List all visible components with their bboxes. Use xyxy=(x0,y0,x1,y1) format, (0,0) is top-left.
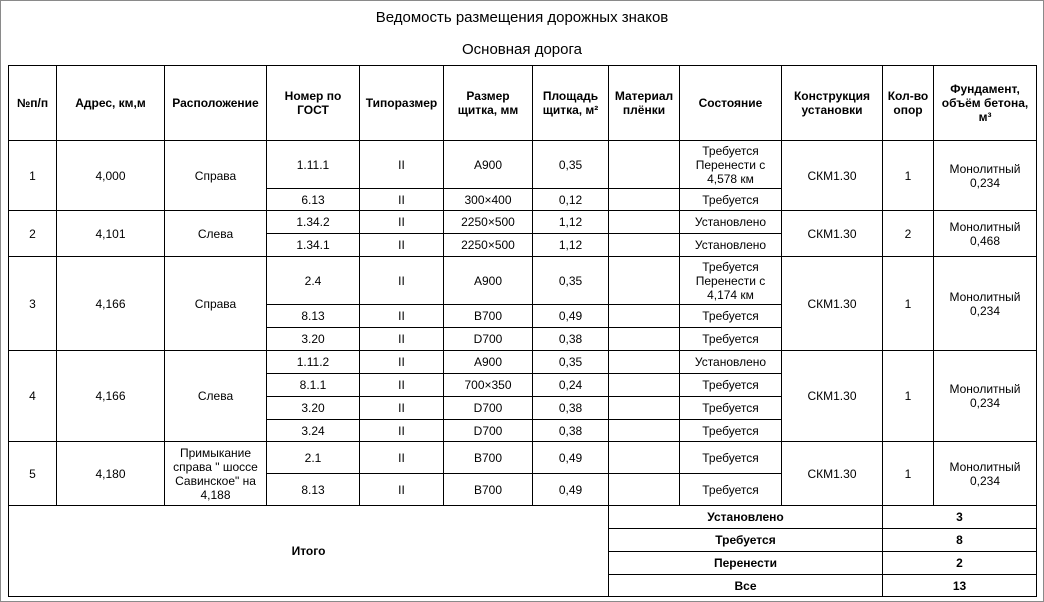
cell-film xyxy=(609,328,680,351)
table-row xyxy=(9,211,1037,234)
cell-size: II xyxy=(360,189,444,211)
cell-size: II xyxy=(360,442,444,474)
summary-item-value: 13 xyxy=(883,575,1037,597)
header-film: Материал плёнки xyxy=(609,66,680,141)
cell-supports: 1 xyxy=(883,442,934,506)
cell-film xyxy=(609,374,680,397)
cell-gost: 3.24 xyxy=(267,420,360,442)
summary-item-label: Требуется xyxy=(609,529,883,552)
summary-item-label: Перенести xyxy=(609,552,883,575)
cell-film xyxy=(609,141,680,189)
cell-state: Установлено xyxy=(680,211,782,234)
cell-film xyxy=(609,211,680,234)
cell-size: II xyxy=(360,474,444,506)
cell-foundation: Монолитный 0,234 xyxy=(934,141,1037,211)
cell-area: 0,49 xyxy=(533,442,609,474)
cell-area: 0,38 xyxy=(533,420,609,442)
cell-area: 0,49 xyxy=(533,474,609,506)
header-location: Расположение xyxy=(165,66,267,141)
cell-gost: 2.4 xyxy=(267,257,360,305)
cell-film xyxy=(609,234,680,257)
summary-item-value: 3 xyxy=(883,506,1037,529)
cell-state: Требуется xyxy=(680,420,782,442)
cell-area: 0,24 xyxy=(533,374,609,397)
cell-size: II xyxy=(360,374,444,397)
header-gost: Номер по ГОСТ xyxy=(267,66,360,141)
cell-location: Справа xyxy=(165,257,267,351)
cell-gost: 2.1 xyxy=(267,442,360,474)
summary-item-label: Все xyxy=(609,575,883,597)
cell-construction: СКМ1.30 xyxy=(782,141,883,211)
cell-size: II xyxy=(360,420,444,442)
cell-shield: D700 xyxy=(444,328,533,351)
header-supports: Кол-во опор xyxy=(883,66,934,141)
header-num: №п/п xyxy=(9,66,57,141)
cell-film xyxy=(609,257,680,305)
cell-supports: 1 xyxy=(883,141,934,211)
cell-area: 1,12 xyxy=(533,234,609,257)
cell-supports: 2 xyxy=(883,211,934,257)
cell-construction: СКМ1.30 xyxy=(782,351,883,442)
cell-gost: 3.20 xyxy=(267,397,360,420)
cell-num: 1 xyxy=(9,141,57,211)
cell-address: 4,180 xyxy=(57,442,165,506)
cell-size: II xyxy=(360,234,444,257)
summary-row xyxy=(9,506,1037,529)
cell-state: Требуется xyxy=(680,305,782,328)
cell-area: 0,12 xyxy=(533,189,609,211)
cell-shield: 700×350 xyxy=(444,374,533,397)
cell-gost: 1.34.2 xyxy=(267,211,360,234)
cell-gost: 1.11.1 xyxy=(267,141,360,189)
cell-num: 3 xyxy=(9,257,57,351)
cell-state: Требуется Перенести с 4,578 км xyxy=(680,141,782,189)
cell-area: 0,35 xyxy=(533,257,609,305)
cell-film xyxy=(609,420,680,442)
cell-foundation: Монолитный 0,468 xyxy=(934,211,1037,257)
cell-shield: 2250×500 xyxy=(444,211,533,234)
cell-size: II xyxy=(360,211,444,234)
cell-gost: 1.11.2 xyxy=(267,351,360,374)
cell-address: 4,166 xyxy=(57,257,165,351)
cell-foundation: Монолитный 0,234 xyxy=(934,442,1037,506)
cell-film xyxy=(609,397,680,420)
cell-area: 0,38 xyxy=(533,397,609,420)
cell-state: Требуется xyxy=(680,328,782,351)
cell-area: 0,49 xyxy=(533,305,609,328)
cell-location: Примыкание справа " шоссе Савинское" на 4,188 xyxy=(165,442,267,506)
cell-supports: 1 xyxy=(883,257,934,351)
cell-gost: 8.1.1 xyxy=(267,374,360,397)
cell-construction: СКМ1.30 xyxy=(782,211,883,257)
header-area: Площадь щитка, м² xyxy=(533,66,609,141)
cell-size: II xyxy=(360,305,444,328)
cell-shield: A900 xyxy=(444,141,533,189)
cell-num: 2 xyxy=(9,211,57,257)
cell-gost: 8.13 xyxy=(267,305,360,328)
cell-state: Требуется xyxy=(680,189,782,211)
cell-area: 1,12 xyxy=(533,211,609,234)
cell-shield: A900 xyxy=(444,257,533,305)
cell-state: Требуется xyxy=(680,442,782,474)
cell-shield: 2250×500 xyxy=(444,234,533,257)
header-state: Состояние xyxy=(680,66,782,141)
cell-film xyxy=(609,442,680,474)
cell-shield: D700 xyxy=(444,397,533,420)
cell-address: 4,101 xyxy=(57,211,165,257)
cell-size: II xyxy=(360,351,444,374)
cell-supports: 1 xyxy=(883,351,934,442)
cell-location: Справа xyxy=(165,141,267,211)
cell-gost: 1.34.1 xyxy=(267,234,360,257)
header-address: Адрес, км,м xyxy=(57,66,165,141)
cell-area: 0,35 xyxy=(533,351,609,374)
cell-construction: СКМ1.30 xyxy=(782,257,883,351)
cell-gost: 3.20 xyxy=(267,328,360,351)
cell-state: Установлено xyxy=(680,234,782,257)
summary-item-label: Установлено xyxy=(609,506,883,529)
cell-foundation: Монолитный 0,234 xyxy=(934,257,1037,351)
summary-item-value: 2 xyxy=(883,552,1037,575)
cell-state: Требуется Перенести с 4,174 км xyxy=(680,257,782,305)
summary-item-value: 8 xyxy=(883,529,1037,552)
header-foundation: Фундамент, объём бетона, м³ xyxy=(934,66,1037,141)
cell-film xyxy=(609,351,680,374)
cell-num: 4 xyxy=(9,351,57,442)
cell-size: II xyxy=(360,328,444,351)
cell-address: 4,166 xyxy=(57,351,165,442)
cell-film xyxy=(609,474,680,506)
cell-area: 0,35 xyxy=(533,141,609,189)
header-construction: Конструкция установки xyxy=(782,66,883,141)
cell-shield: B700 xyxy=(444,305,533,328)
cell-foundation: Монолитный 0,234 xyxy=(934,351,1037,442)
cell-shield: A900 xyxy=(444,351,533,374)
cell-shield: B700 xyxy=(444,474,533,506)
cell-film xyxy=(609,305,680,328)
header-row xyxy=(9,66,1037,141)
table-row xyxy=(9,442,1037,474)
cell-state: Требуется xyxy=(680,474,782,506)
cell-construction: СКМ1.30 xyxy=(782,442,883,506)
cell-state: Требуется xyxy=(680,397,782,420)
cell-num: 5 xyxy=(9,442,57,506)
cell-shield: D700 xyxy=(444,420,533,442)
cell-state: Установлено xyxy=(680,351,782,374)
cell-film xyxy=(609,189,680,211)
summary-label: Итого xyxy=(9,506,609,597)
table-row xyxy=(9,257,1037,305)
cell-shield: 300×400 xyxy=(444,189,533,211)
cell-gost: 8.13 xyxy=(267,474,360,506)
signs-table xyxy=(8,65,1037,597)
cell-address: 4,000 xyxy=(57,141,165,211)
cell-location: Слева xyxy=(165,211,267,257)
document-title: Ведомость размещения дорожных знаков xyxy=(375,9,669,26)
cell-shield: B700 xyxy=(444,442,533,474)
cell-location: Слева xyxy=(165,351,267,442)
cell-state: Требуется xyxy=(680,374,782,397)
header-size: Типоразмер xyxy=(360,66,444,141)
document-subtitle: Основная дорога xyxy=(462,41,582,58)
cell-area: 0,38 xyxy=(533,328,609,351)
header-shield: Размер щитка, мм xyxy=(444,66,533,141)
table-row xyxy=(9,141,1037,189)
table-row xyxy=(9,351,1037,374)
cell-size: II xyxy=(360,257,444,305)
cell-gost: 6.13 xyxy=(267,189,360,211)
cell-size: II xyxy=(360,141,444,189)
cell-size: II xyxy=(360,397,444,420)
